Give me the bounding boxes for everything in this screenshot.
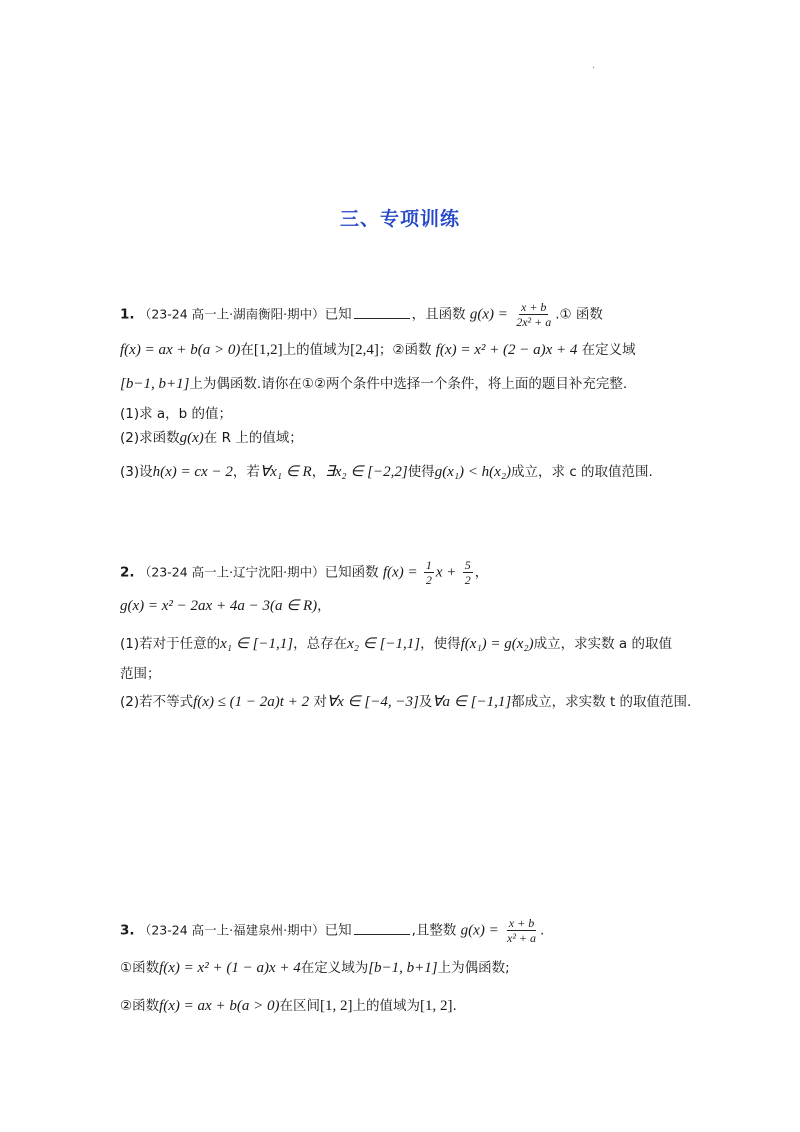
q3-c2-c: 上的值域为 [352, 998, 420, 1014]
q1-p3-e: 成立，求 c 的取值范围. [511, 464, 653, 480]
q2-f-lhs: f(x) = [382, 564, 418, 581]
q1-number: 1. [120, 306, 135, 323]
q2-frac-1 [424, 558, 434, 587]
q1-p2-b: 在 R 上的值域； [203, 430, 303, 446]
q2-part-1 [120, 634, 672, 654]
q1-intro-a: 已知 [324, 306, 352, 323]
q2-p2-x: ∀x ∈ [−4, −3] [326, 694, 419, 710]
q3-c1-f: f(x) = x² + (1 − a)x + 4 [159, 960, 301, 976]
q2-p2-c: 及 [418, 694, 433, 710]
q3-intro-a: 已知 [324, 922, 352, 939]
q3-source: （23-24 高一上·福建泉州·期中） [138, 922, 325, 938]
q1-part-1: (1)求 a，b 的值； [120, 406, 233, 422]
q1-g-denominator: 2x² + a [516, 315, 552, 329]
q3-g-lhs: g(x) = [460, 922, 499, 939]
q2-p2-a: (2)若不等式 [120, 694, 194, 710]
q1-f1-domain-a: 在 [240, 342, 254, 358]
q3-c1-b: 在定义域为 [300, 960, 369, 976]
q3-c2-a: ②函数 [120, 998, 160, 1014]
q1-f1-domain-b: 上的值域为 [282, 342, 351, 358]
q1-line-1 [120, 300, 603, 329]
q3-c1-int: [b−1, b+1] [368, 960, 438, 976]
q2-frac-1-den: 2 [425, 573, 432, 587]
q3-g-end: . [540, 922, 545, 939]
q1-f1: f(x) = ax + b(a > 0) [120, 342, 241, 358]
q1-f1-interval: [1,2] [253, 342, 283, 358]
q1-f1-range: [2,4] [350, 342, 379, 358]
q3-c2-range: [1, 2] [419, 998, 453, 1014]
q3-g-fraction [505, 916, 538, 945]
q1-p3-ineq: g(x₁) < h(x₂) [434, 464, 512, 480]
q2-p2-aa: ∀a ∈ [−1,1] [432, 694, 512, 710]
q2-p1-x2: x₂ ∈ [−1,1] [347, 636, 421, 652]
q1-p3-a: (3)设 [120, 464, 153, 480]
q1-blank[interactable] [354, 304, 410, 319]
q1-cond2-label: ；②函数 [378, 342, 432, 358]
q1-part-2 [120, 428, 303, 448]
q2-p2-d: 都成立，求实数 t 的取值范围. [511, 694, 692, 710]
q1-p3-exists: ∃x₂ ∈ [−2,2] [325, 464, 408, 480]
q2-source: （23-24 高一上·辽宁沈阳·期中） [138, 564, 325, 580]
q1-p3-b: ，若 [232, 464, 260, 480]
q2-number: 2. [120, 564, 135, 581]
q1-intro-b: ，且函数 [411, 306, 466, 323]
q2-part-1-cont: 范围； [120, 666, 161, 682]
q1-g-lhs: g(x) = [469, 306, 508, 323]
q3-g-denominator: x² + a [507, 931, 537, 945]
q3-condition-2 [120, 996, 457, 1016]
q3-c2-f: f(x) = ax + b(a > 0) [159, 998, 280, 1014]
q2-frac-2-num: 5 [464, 558, 471, 572]
q2-p1-a: (1)若对于任意的 [120, 636, 221, 652]
q2-p1-eq: f(x₁) = g(x₂) [460, 636, 534, 652]
q3-intro-b: ,且整数 [411, 922, 457, 939]
q2-frac-2 [463, 558, 473, 587]
q2-frac-2-den: 2 [464, 573, 471, 587]
q1-f2: f(x) = x² + (2 − a)x + 4 [435, 342, 578, 358]
q2-p1-d: 成立，求实数 a 的取值 [533, 636, 672, 652]
q2-g-end: ， [317, 598, 331, 614]
q2-line-1 [120, 558, 488, 587]
q2-line-2 [120, 596, 331, 616]
q2-p1-x1: x₁ ∈ [−1,1] [220, 636, 294, 652]
q1-source: （23-24 高一上·湖南衡阳·期中） [138, 306, 325, 322]
q1-line-2 [120, 340, 636, 360]
q2-part-2 [120, 692, 691, 712]
q1-f2-tail: 在定义域 [581, 342, 636, 358]
q1-p2-g: g(x) [179, 430, 204, 446]
q1-p3-c: ， [311, 464, 326, 480]
q3-c1-a: ①函数 [120, 960, 160, 976]
q3-number: 3. [120, 922, 135, 939]
q3-c2-int: [1, 2] [319, 998, 353, 1014]
q2-g: g(x) = x² − 2ax + 4a − 3(a ∈ R) [120, 598, 318, 614]
q3-g-numerator: x + b [508, 916, 535, 930]
q2-p2-b: 对 [313, 694, 327, 710]
q1-p3-d: 使得 [407, 464, 435, 480]
q2-p2-ineq: f(x) ≤ (1 − 2a)t + 2 [193, 694, 310, 710]
q3-line-1 [120, 916, 544, 945]
q3-c1-c: 上为偶函数; [437, 960, 510, 976]
q2-p1-c: ，使得 [420, 636, 461, 652]
q2-f-end: ， [474, 564, 489, 581]
q2-f-mid: x + [435, 564, 457, 581]
corner-mark: . [592, 60, 596, 71]
q2-intro: 已知函数 [324, 564, 379, 581]
q1-p2-a: (2)求函数 [120, 430, 180, 446]
q2-frac-1-num: 1 [425, 558, 432, 572]
q3-c2-b: 在区间 [279, 998, 320, 1014]
q1-p3-forall: ∀x₁ ∈ R [259, 464, 312, 480]
q1-line3-interval: [b−1, b+1] [120, 376, 190, 392]
q1-line3-text: 上为偶函数.请你在①②两个条件中选择一个条件，将上面的题目补充完整. [189, 376, 628, 392]
q2-p1-b: ，总存在 [293, 636, 348, 652]
q3-blank[interactable] [354, 920, 410, 935]
q1-g-fraction [514, 300, 553, 329]
q3-condition-1 [120, 958, 510, 978]
section-title: 三、专项训练 [339, 208, 460, 230]
q1-g-numerator: x + b [521, 300, 547, 314]
q3-c2-d: . [452, 998, 457, 1014]
q1-part-3 [120, 462, 653, 482]
q1-p3-h: h(x) = cx − 2 [152, 464, 233, 480]
q1-line-3 [120, 374, 627, 394]
q1-cond1-label: .① 函数 [555, 306, 603, 323]
